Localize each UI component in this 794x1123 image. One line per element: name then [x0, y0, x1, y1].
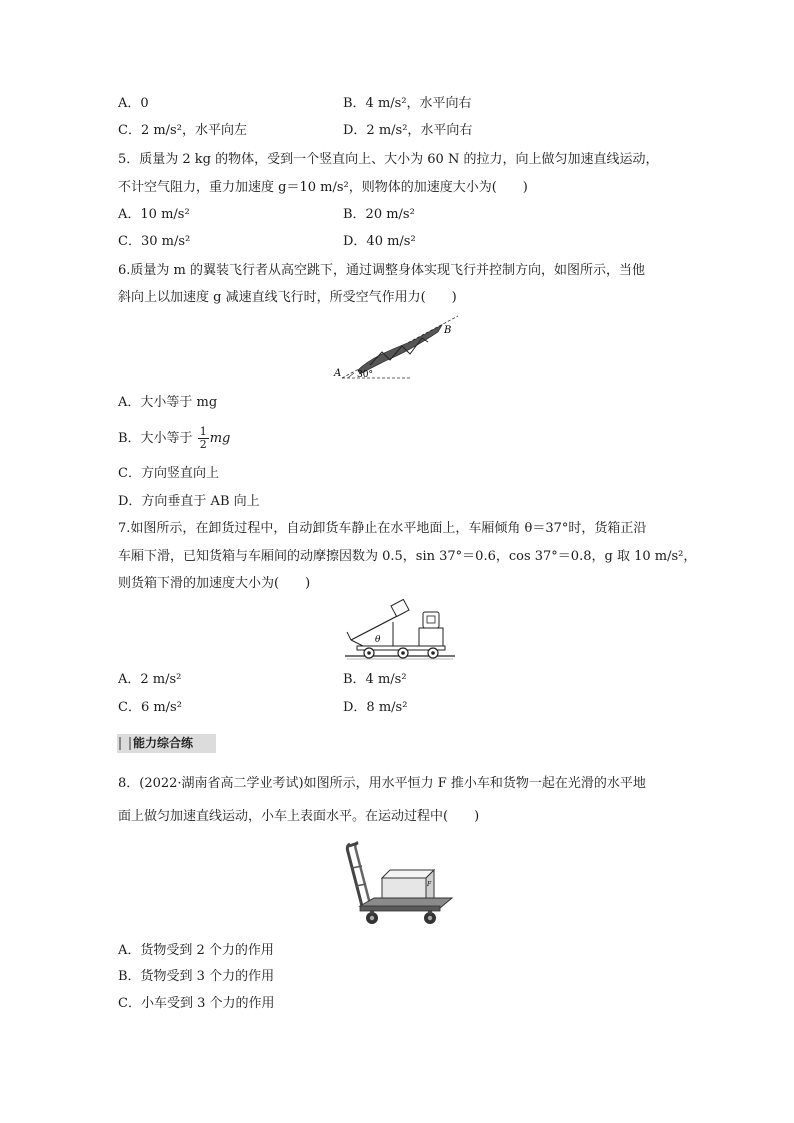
- q5-option-a: A．10 m/s²: [118, 207, 190, 222]
- q5-option-b: B．20 m/s²: [343, 207, 415, 222]
- fig-theta-label: θ: [375, 635, 381, 645]
- dump-truck-figure: [343, 598, 458, 662]
- section-title: 能力综合练: [133, 736, 194, 750]
- q7-stem-line1: 7.如图所示，在卸货过程中，自动卸货车静止在水平地面上，车厢倾角 θ＝37°时，货箱正沿: [118, 521, 647, 536]
- q5-stem-line1: 5．质量为 2 kg 的物体，受到一个竖直向上、大小为 60 N 的拉力，向上做匀加速直线运动，: [118, 152, 659, 167]
- q8-stem-line2: 面上做匀加速直线运动，小车上表面水平。在运动过程中( ): [118, 809, 480, 824]
- q8-stem-line1: 8．(2022·湖南省高二学业考试)如图所示，用水平恒力 F 推小车和货物一起在光滑的水平地: [118, 776, 646, 791]
- q8-option-c: C．小车受到 3 个力的作用: [118, 996, 275, 1011]
- q8-option-a: A．货物受到 2 个力的作用: [118, 943, 274, 958]
- q4-option-a: A．0: [118, 96, 149, 111]
- section-heading: [117, 734, 216, 753]
- q5-option-c: C．30 m/s²: [118, 234, 191, 249]
- fig-angle-label: 30°: [357, 370, 373, 380]
- q7-option-d: D．8 m/s²: [343, 700, 408, 715]
- q6-stem-line2: 斜向上以加速度 g 减速直线飞行时，所受空气作用力( ): [118, 290, 457, 305]
- q4-option-d: D．2 m/s²，水平向右: [343, 123, 473, 138]
- q6-option-d: D．方向垂直于 AB 向上: [118, 494, 260, 509]
- half-fraction: [198, 426, 209, 451]
- fraction-denominator: 2: [199, 438, 207, 451]
- q6-option-b: [118, 426, 230, 451]
- section-bars-icon: [119, 737, 131, 750]
- q5-stem-line2: 不计空气阻力，重力加速度 g＝10 m/s²，则物体的加速度大小为( ): [118, 180, 528, 195]
- q7-stem-line2: 车厢下滑，已知货箱与车厢间的动摩擦因数为 0.5，sin 37°＝0.6，cos 37°＝0.8，g 取 10 m/s²，: [118, 549, 697, 564]
- wingsuit-figure: [330, 310, 470, 385]
- q7-option-a: A．2 m/s²: [118, 672, 182, 687]
- fraction-numerator: 1: [199, 425, 207, 438]
- fig-label-a: A: [334, 368, 342, 379]
- q4-option-c: C．2 m/s²，水平向左: [118, 123, 247, 138]
- q7-option-b: B．4 m/s²: [343, 672, 407, 687]
- q6-option-b-prefix: B．大小等于: [118, 431, 193, 446]
- q6-option-c: C．方向竖直向上: [118, 466, 219, 481]
- q5-option-d: D．40 m/s²: [343, 234, 416, 249]
- q4-option-b: B．4 m/s²，水平向右: [343, 96, 472, 111]
- cart-figure: [344, 838, 456, 933]
- q6-stem-line1: 6.质量为 m 的翼装飞行者从高空跳下，通过调整身体实现飞行并控制方向，如图所示，当他: [118, 263, 645, 278]
- q8-option-b: B．货物受到 3 个力的作用: [118, 969, 275, 984]
- q6-option-a: A．大小等于 mg: [118, 395, 218, 410]
- q6-option-b-suffix: mg: [209, 431, 231, 446]
- fig-label-f: F: [427, 881, 432, 888]
- fig-label-b: B: [444, 325, 452, 336]
- q7-option-c: C．6 m/s²: [118, 700, 182, 715]
- q7-stem-line3: 则货箱下滑的加速度大小为( ): [118, 576, 311, 591]
